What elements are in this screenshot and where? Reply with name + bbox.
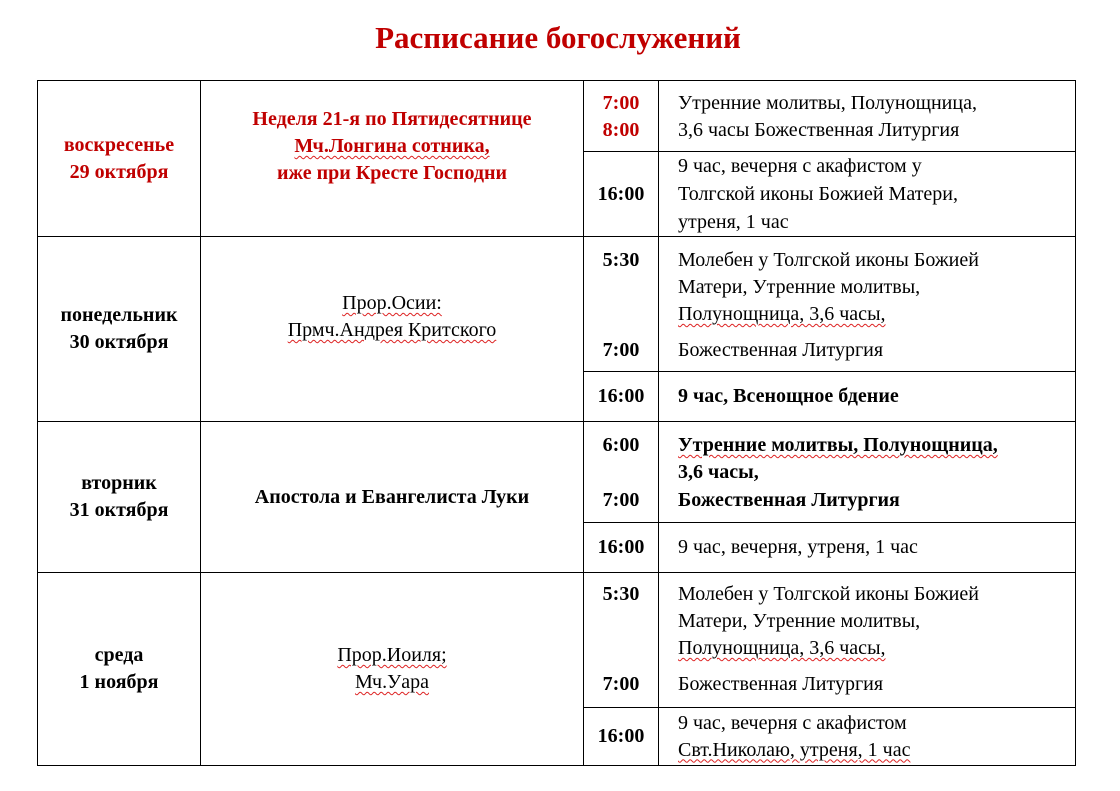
schedule-row bbox=[38, 237, 1076, 372]
service-line: Утренние молитвы, Полунощница, bbox=[678, 92, 977, 114]
time-cell bbox=[584, 523, 659, 573]
service-line bbox=[678, 737, 1075, 764]
feast-line-part: Прор.Иоиля; bbox=[337, 644, 447, 666]
service-line bbox=[678, 432, 1075, 459]
feast-line: Апостола и Евангелиста Луки bbox=[254, 485, 530, 508]
time-cell bbox=[584, 708, 659, 766]
service-time: 5:30 bbox=[602, 583, 640, 605]
time-cell bbox=[584, 372, 659, 422]
service-line: 3,6 часы Божественная Литургия bbox=[678, 119, 960, 141]
service-line: Божественная Литургия bbox=[678, 673, 884, 695]
feast-line bbox=[201, 669, 583, 696]
service-line-part: Полунощница, 3,6 часы, bbox=[678, 303, 886, 325]
feast-line bbox=[201, 290, 583, 317]
feast-line-part: Мч.Лонгина сотника, bbox=[294, 135, 490, 157]
day-name: воскресенье bbox=[63, 133, 175, 156]
service-time: 16:00 bbox=[597, 536, 645, 558]
service-time: 5:30 bbox=[602, 249, 640, 271]
schedule-row bbox=[38, 573, 1076, 708]
day-name: среда bbox=[94, 644, 144, 666]
service-time: 7:00 bbox=[602, 489, 640, 511]
service-line: Молебен у Толгской иконы Божией bbox=[678, 249, 979, 271]
service-cell bbox=[659, 237, 1076, 372]
service-cell bbox=[659, 422, 1076, 523]
service-time: 16:00 bbox=[597, 725, 645, 747]
service-line-part: Утренние молитвы, Полунощница, bbox=[678, 434, 998, 456]
service-time: 7:00 bbox=[602, 673, 640, 695]
service-line-part: Полунощница, 3,6 часы, bbox=[678, 637, 886, 659]
time-cell bbox=[584, 573, 659, 708]
feast-line-part: Прор.Осии: bbox=[342, 292, 442, 314]
day-date: 31 октября bbox=[69, 499, 169, 521]
service-line: 3,6 часы, bbox=[678, 461, 759, 483]
service-time: 6:00 bbox=[602, 434, 640, 456]
feast-line: Неделя 21-я по Пятидесятнице bbox=[252, 108, 532, 130]
schedule-table bbox=[37, 80, 1076, 766]
service-cell bbox=[659, 81, 1076, 152]
service-time: 8:00 bbox=[602, 119, 640, 141]
feast-line-part: Прмч.Андрея Критского bbox=[287, 319, 497, 341]
day-cell bbox=[38, 422, 201, 573]
service-cell bbox=[659, 523, 1076, 573]
service-line: 9 час, вечерня с акафистом у bbox=[678, 155, 922, 177]
page-title: Расписание богослужений bbox=[375, 20, 741, 55]
service-line: Молебен у Толгской иконы Божией bbox=[678, 583, 979, 605]
service-cell bbox=[659, 708, 1076, 766]
day-name: понедельник bbox=[60, 304, 178, 326]
day-date: 29 октября bbox=[69, 160, 169, 183]
feast-cell bbox=[201, 81, 584, 237]
service-line: Матери, Утренние молитвы, bbox=[678, 276, 921, 298]
service-cell bbox=[659, 573, 1076, 708]
service-time: 16:00 bbox=[597, 385, 645, 407]
service-line: 9 час, вечерня с акафистом bbox=[678, 711, 907, 734]
service-line: Божественная Литургия bbox=[678, 489, 900, 511]
service-line: 9 час, Всенощное бдение bbox=[678, 385, 899, 407]
day-cell bbox=[38, 573, 201, 766]
feast-cell bbox=[201, 422, 584, 573]
schedule-row bbox=[38, 422, 1076, 523]
feast-line-part: Мч.Уара bbox=[355, 671, 429, 693]
service-line-part: Свт.Николаю, утреня, 1 час bbox=[678, 738, 911, 761]
service-line: Толгской иконы Божией Матери, bbox=[678, 183, 959, 205]
service-line: 9 час, вечерня, утреня, 1 час bbox=[678, 536, 918, 558]
service-cell bbox=[659, 152, 1076, 237]
service-time: 16:00 bbox=[597, 182, 645, 205]
service-cell bbox=[659, 372, 1076, 422]
day-cell bbox=[38, 237, 201, 422]
service-line: Матери, Утренние молитвы, bbox=[678, 610, 921, 632]
service-time: 7:00 bbox=[602, 92, 640, 114]
service-line: утреня, 1 час bbox=[678, 211, 789, 233]
service-line bbox=[678, 301, 1075, 328]
feast-line: иже при Кресте Господни bbox=[276, 162, 508, 184]
service-line bbox=[678, 635, 1075, 662]
day-date: 30 октября bbox=[69, 331, 169, 353]
time-cell bbox=[584, 237, 659, 372]
feast-cell bbox=[201, 573, 584, 766]
time-cell bbox=[584, 81, 659, 152]
day-date: 1 ноября bbox=[79, 671, 159, 693]
service-line: Божественная Литургия bbox=[678, 339, 884, 361]
time-cell bbox=[584, 152, 659, 237]
feast-line bbox=[201, 133, 583, 160]
feast-line bbox=[201, 642, 583, 669]
time-cell bbox=[584, 422, 659, 523]
schedule-row bbox=[38, 81, 1076, 152]
service-time: 7:00 bbox=[602, 339, 640, 361]
day-name: вторник bbox=[81, 472, 157, 494]
feast-line bbox=[201, 317, 583, 344]
feast-cell bbox=[201, 237, 584, 422]
day-cell bbox=[38, 81, 201, 237]
